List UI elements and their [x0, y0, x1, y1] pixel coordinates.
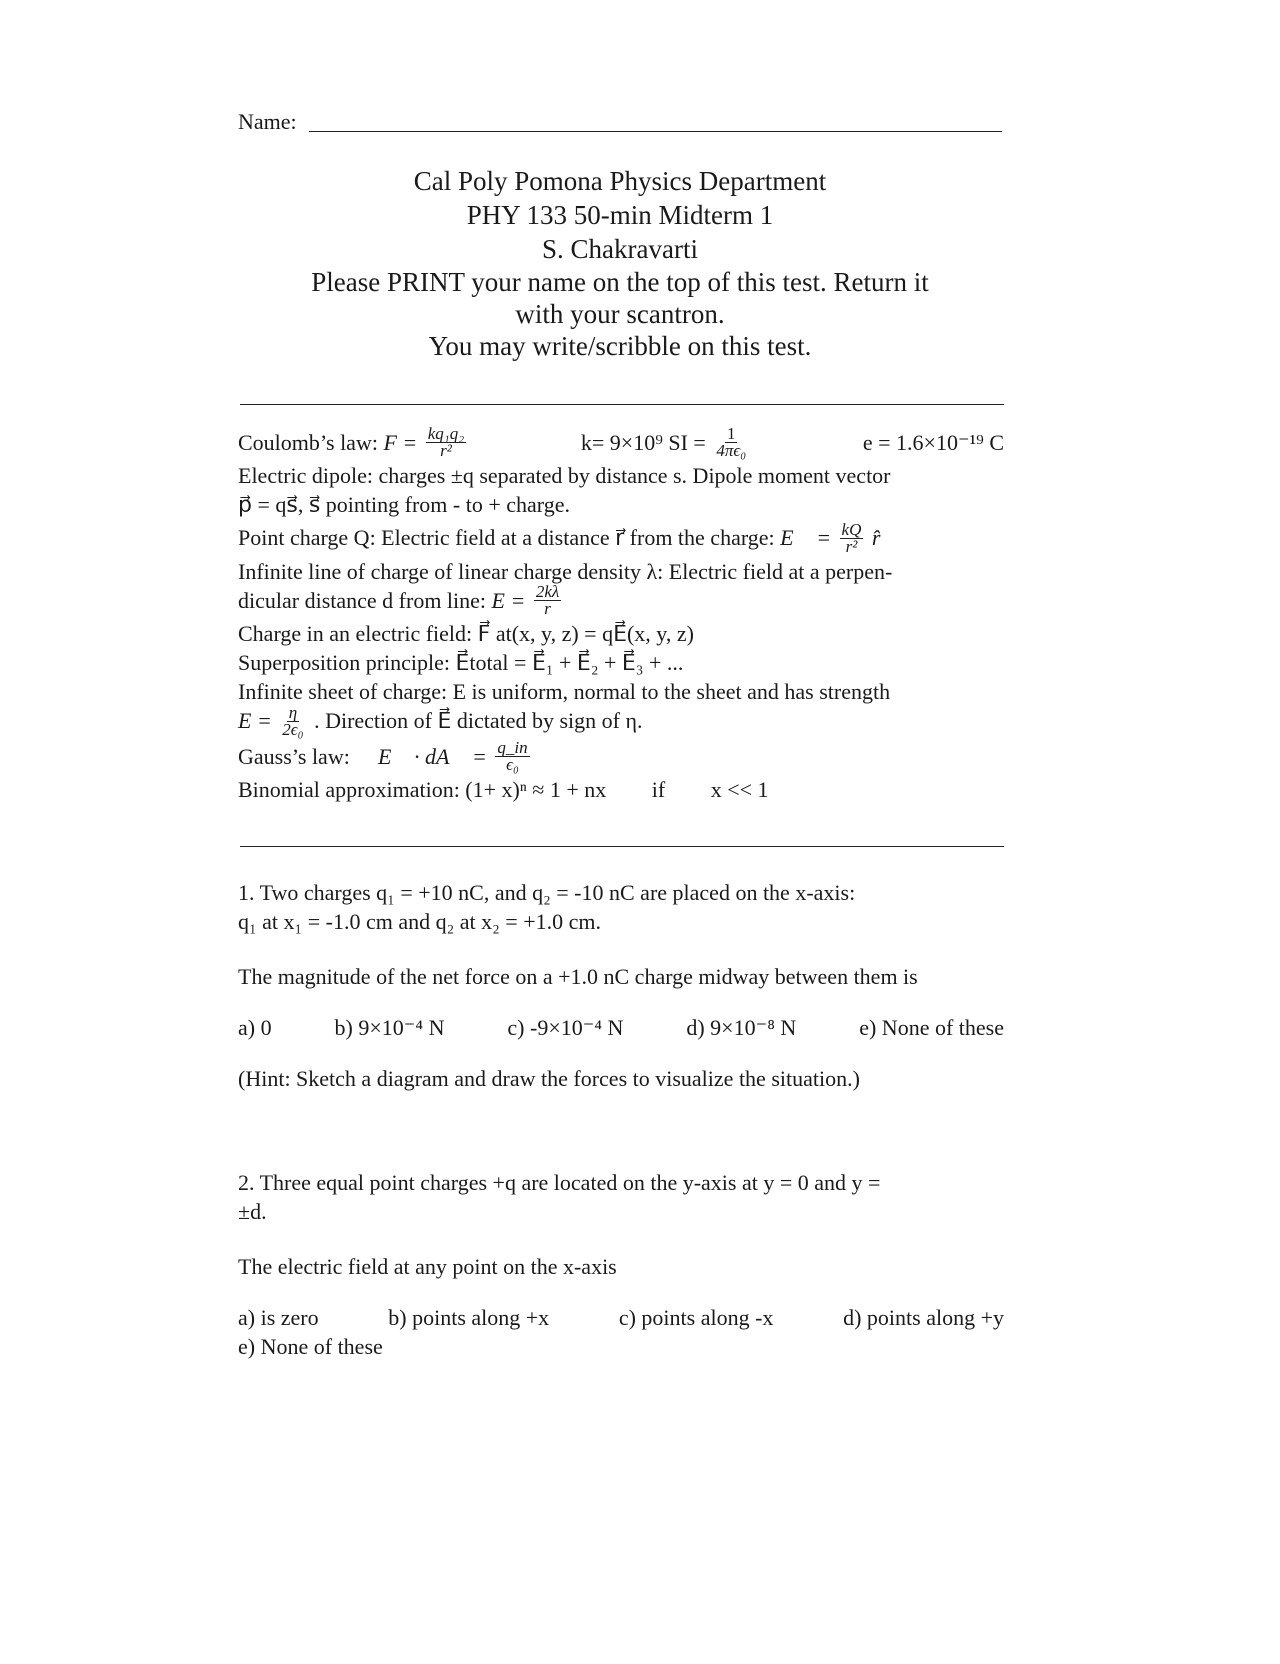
- q1-option-b[interactable]: b) 9×10⁻⁴ N: [334, 1015, 445, 1040]
- q2-options: [238, 1303, 1004, 1332]
- question-1: [238, 878, 1004, 1093]
- sheet-lhs: E =: [238, 708, 272, 734]
- q1-option-a[interactable]: a) 0: [238, 1015, 272, 1040]
- q1-option-c[interactable]: c) -9×10⁻⁴ N: [507, 1015, 624, 1040]
- line-charge-line-2: dicular distance d from line:: [238, 587, 487, 613]
- q2-option-d[interactable]: d) points along +y: [843, 1305, 1004, 1330]
- bottom-divider: [240, 846, 1004, 847]
- electron-charge: e = 1.6×10⁻¹⁹ C: [862, 430, 1004, 455]
- point-charge-lhs: E⃗ =: [780, 525, 832, 551]
- gauss-fraction: [495, 740, 529, 773]
- sheet-numerator: η: [288, 702, 298, 722]
- sheet-line-1: Infinite sheet of charge: E is uniform, normal to the sheet and has strength: [238, 679, 891, 705]
- binomial-row: [238, 775, 1004, 804]
- point-charge-fraction: [840, 519, 864, 556]
- line-charge-row-2: [238, 582, 1004, 619]
- sheet-row-2: [238, 702, 1004, 739]
- line-charge-fraction: [534, 584, 561, 617]
- coulomb-fraction: [426, 426, 466, 459]
- name-field-row: [238, 108, 1002, 136]
- line-charge-lhs: E =: [491, 587, 526, 613]
- gauss-lhs: ∮ E⃗ · dA⃗ =: [355, 743, 487, 769]
- coulomb-lhs: F =: [383, 430, 418, 455]
- coulomb-numerator: kq₁q₂: [427, 424, 465, 444]
- line-charge-line-1: Infinite line of charge of linear charge density λ: Electric field at a perpen-: [238, 558, 893, 584]
- k-numerator: 1: [726, 424, 736, 444]
- point-charge-text: Point charge Q: Electric field at a distance r⃗ from the charge:: [238, 525, 775, 551]
- instructions-line-1: Please PRINT your name on the top of this test. Return it: [311, 267, 929, 297]
- instructions-line-3: You may write/scribble on this test.: [428, 331, 812, 361]
- q1-line-2: q₁ at x₁ = -1.0 cm and q₂ at x₂ = +1.0 cm.: [238, 909, 601, 934]
- q2-option-c[interactable]: c) points along -x: [618, 1305, 774, 1330]
- name-blank-line[interactable]: [309, 130, 1002, 132]
- binomial-if: if: [651, 777, 666, 803]
- name-label: Name:: [238, 109, 297, 134]
- exam-header: [238, 164, 1002, 362]
- sheet-fraction: [280, 702, 305, 739]
- course-title: PHY 133 50-min Midterm 1: [466, 200, 774, 230]
- sheet-tail: . Direction of E⃗ dictated by sign of η.: [314, 708, 643, 734]
- point-charge-denominator: r²: [845, 536, 858, 556]
- coulomb-row: [238, 424, 1004, 461]
- binomial-approximation: Binomial approximation: (1+ x)ⁿ ≈ 1 + nx: [238, 777, 607, 803]
- q2-question: The electric field at any point on the x-axis: [238, 1254, 617, 1279]
- charge-in-field: Charge in an electric field: F⃗ at(x, y, z) = qE⃗(x, y, z): [238, 621, 694, 647]
- point-charge-unit-vector: r̂: [871, 525, 881, 551]
- q2-line-1: 2. Three equal point charges +q are located on the y-axis at y = 0 and y =: [238, 1170, 881, 1195]
- k-fraction: [714, 426, 748, 459]
- sheet-denominator: 2ϵ₀: [282, 719, 304, 739]
- q1-question: The magnitude of the net force on a +1.0 nC charge midway between them is: [238, 964, 918, 989]
- q1-options: [238, 1013, 1004, 1042]
- q2-line-2: ±d.: [238, 1199, 267, 1224]
- point-charge-row: [238, 519, 1004, 556]
- instructions-line-2: with your scantron.: [515, 299, 725, 329]
- coulomb-label: Coulomb’s law:: [238, 430, 378, 455]
- binomial-condition: x << 1: [710, 777, 769, 803]
- q1-option-e[interactable]: e) None of these: [859, 1015, 1004, 1040]
- q1-hint: (Hint: Sketch a diagram and draw the forces to visualize the situation.): [238, 1066, 860, 1091]
- question-2: [238, 1168, 1004, 1361]
- point-charge-numerator: kQ: [841, 519, 862, 539]
- gauss-denominator: ϵ₀: [506, 755, 519, 775]
- q2-option-a[interactable]: a) is zero: [238, 1305, 319, 1330]
- dipole-line-1: Electric dipole: charges ±q separated by distance s. Dipole moment vector: [238, 463, 891, 489]
- instructor-name: S. Chakravarti: [542, 234, 698, 264]
- gauss-row: [238, 738, 1004, 775]
- q2-option-b[interactable]: b) points along +x: [388, 1305, 550, 1330]
- line-charge-denominator: r: [544, 599, 551, 619]
- q1-line-1: 1. Two charges q₁ = +10 nC, and q₂ = -10 nC are placed on the x-axis:: [238, 880, 856, 905]
- k-constant: k= 9×10⁹ SI =: [580, 430, 706, 455]
- q1-option-d[interactable]: d) 9×10⁻⁸ N: [686, 1015, 797, 1040]
- k-denominator: 4πϵ₀: [716, 441, 747, 461]
- department-title: Cal Poly Pomona Physics Department: [413, 166, 827, 196]
- gauss-label: Gauss’s law:: [238, 743, 350, 769]
- coulomb-denominator: r²: [440, 441, 452, 461]
- superposition-principle: Superposition principle: E⃗total = E⃗₁ + E⃗₂ + E⃗₃ + ...: [238, 650, 684, 676]
- formula-sheet: [238, 424, 1004, 804]
- gauss-numerator: q_in: [497, 738, 528, 758]
- q2-option-e[interactable]: e) None of these: [238, 1334, 383, 1359]
- line-charge-numerator: 2kλ: [535, 582, 560, 602]
- top-divider: [240, 404, 1004, 405]
- dipole-line-2: p⃗ = qs⃗, s⃗ pointing from - to + charge.: [238, 492, 570, 518]
